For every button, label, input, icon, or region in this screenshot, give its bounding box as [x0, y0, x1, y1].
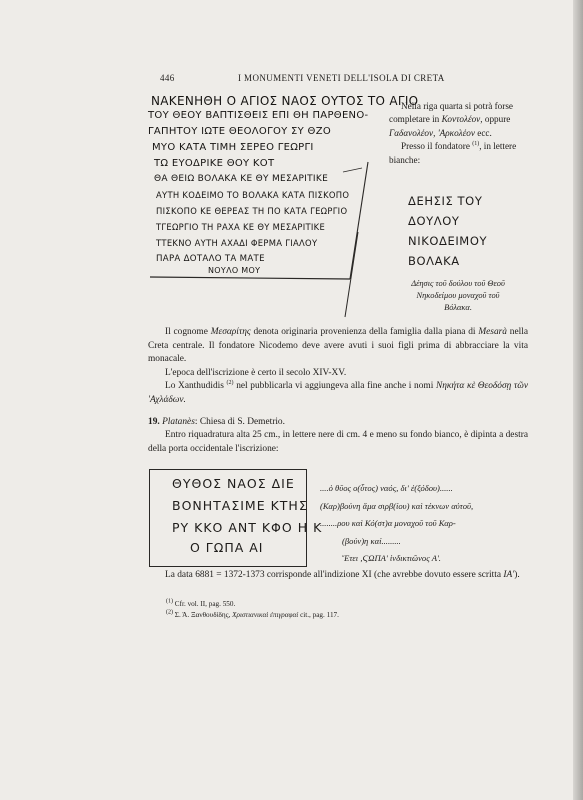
inscription-1-line: ΤΓΕΩΡΓΙΟ ΤΗ ΡΑΧΑ ΚΕ ΘΥ ΜΕΣΑΡΙΤΙΚΕ	[156, 222, 326, 232]
body-paragraph: L'epoca dell'iscrizione è certo il secolo XIV-XV.	[165, 367, 347, 378]
inscription-2-line: ΔΕΗΣΙΣ ΤΟΥ	[408, 194, 483, 208]
inscription-2-line: ΝΙΚΟΔΕΙΜΟΥ	[408, 234, 488, 248]
section-heading: 19. Platanès: Chiesa di S. Demetrio.	[148, 416, 285, 427]
running-title: I MONUMENTI VENETI DELL'ISOLA DI CRETA	[238, 73, 445, 83]
inscription-1-line: ΝΑΚΕΝΗΘΗ Ο ΑΓΙΟΣ ΝΑΟΣ ΟΥΤΟΣ ΤΟ ΑΓΙΟ	[151, 94, 419, 108]
inscription-1-line: ΤΤΕΚΝΟ ΑΥΤΗ ΑΧΑΔΙ ΦΕΡΜΑ ΓΙΑΛΟΥ	[156, 238, 318, 248]
greek-name-2: Γαδανολέον,	[389, 127, 436, 138]
footnote-ref-1: (1)	[472, 141, 480, 148]
side-paragraph-2: Presso il fondatore $^{(1)}$, in lettere bianche:	[389, 141, 517, 165]
footnote-2: $^{(2)}$ Σ. Ά. Ξανθουδίδης, Χριστιανικαὶ ἐπιγραφαί cit., pag. 117.	[166, 609, 339, 619]
inscription-1-line: ΘΑ ΘΕΙΩ ΒΟΛΑΚΑ ΚΕ ΘΥ ΜΕΣΑΡΙΤΙΚΕ	[154, 174, 329, 184]
inscription-1-line: ΜΥΟ ΚΑΤΑ ΤΙΜΗ ΣΕΡΕΟ ΓΕΩΡΓΙ	[152, 142, 314, 153]
inscription-1-line: ΠΑΡΑ ΔΟΤΑΛΟ ΤΑ ΜΑΤΕ	[156, 254, 265, 264]
section-number: 19.	[148, 416, 160, 427]
side-paragraph-1: Nella riga quarta si potrà forse completare in Κοντολέον, oppure Γαδανολέον, 'Αρκολέον ecc.	[389, 101, 513, 138]
footnote-ref-2: (2)	[226, 380, 234, 387]
inscription-1-line: ΝΟΥΛΟ ΜΟΥ	[208, 266, 261, 275]
scan-edge-shadow	[573, 0, 583, 800]
inscription-1-line: ΑΥΤΗ ΚΟΔΕΙΜΟ ΤΟ ΒΟΛΑΚΑ ΚΑΤΑ ΠΙΣΚΟΠΟ	[156, 190, 350, 200]
inscription-1-line: ΠΙΣΚΟΠΟ ΚΕ ΘΕΡΕΑΣ ΤΗ ΠΟ ΚΑΤΑ ΓΕΩΡΓΙΟ	[156, 206, 348, 216]
inscription-3-transcription: ....ὁ θῦος ο(ὗτος) ναός, δι' ἐ(ξόδου)...... (Καρ)βούνη ἅμα σιρβ(ίου) καὶ τέκνων αὐτοῦ, ........ρου καὶ Κό(στ)α μοναχοῦ τοῦ Καρ- (βούν)η καί......... Ἔτει ,ϚΩΠΑ' ἰνδικτιῶνος Α'.	[320, 483, 474, 564]
body-paragraph: Il cognome Μεσαρίτης denota originaria provenienza della famiglia dalla piana di Mesarà nella Creta centrale. Il fondatore Nicodemo deve avere avuti i suoi figli prima di abbracciare la vita monacale.	[148, 327, 529, 365]
inscription-1-line: ΤΟΥ ΘΕΟΥ ΒΑΠΤΙΣΘΕΙΣ ΕΠΙ ΘΗ ΠΑΡΘΕΝΟ-	[148, 110, 369, 121]
body-paragraph: Lo Xanthudidis $^{(2)}$ nel pubblicarla vi aggiungeva alla fine anche i nomi Νηκήτα κὲ Θεοδόσῃ τῶν 'Αχλάδων.	[148, 380, 529, 405]
inscription-3-line: ΘΥΘΟΣ ΝΑΟΣ ΔΙΕ	[172, 476, 295, 491]
inscription-2-line: ΔΟΥΛΟΥ	[408, 214, 460, 228]
page-number: 446	[160, 73, 175, 83]
body-text-2	[148, 569, 528, 583]
inscription-3-line: ΡΥ ΚΚΟ ΑΝΤ ΚΦΟ Η Κ	[172, 520, 323, 535]
greek-name-1: Κοντολέον,	[441, 114, 483, 125]
section-title: Platanès	[162, 416, 195, 427]
footnote-1: $^{(1)}$ Cfr. vol. II, pag. 550.	[166, 598, 236, 608]
greek-name-3: 'Αρκολέον	[437, 127, 475, 138]
inscription-2-caption: Δέησις τοῦ δούλου τοῦ Θεοῦ Νηκοδείμου μοναχοῦ τοῦ Βόλακα.	[411, 279, 505, 312]
side-commentary	[389, 100, 519, 167]
inscription-1-line: ΓΑΠΗΤΟΥ ΙΩΤΕ ΘΕΟΛΟΓΟΥ ΣΥ ΘΖΟ	[148, 126, 332, 137]
inscription-drawing-2	[408, 188, 508, 278]
body-text-1	[148, 326, 528, 456]
footnotes	[166, 599, 526, 621]
inscription-2-line: ΒΟΛΑΚΑ	[408, 254, 460, 268]
body-paragraph: La data 6881 = 1372-1373 corrisponde all'indizione XI (che avrebbe dovuto essere scritta ΙΑ').	[165, 570, 520, 580]
inscription-drawing-3	[149, 469, 323, 567]
inscription-3-line: Ο ΓΩΠΑ ΑΙ	[190, 540, 264, 555]
inscription-1-line: ΤΩ ΕΥΟΔΡΙΚΕ ΘΟΥ ΚΟΤ	[154, 158, 275, 169]
inscription-3-line: ΒΟΝΗΤΑΣΙΜΕ ΚΤΗΣ	[172, 498, 308, 513]
body-paragraph: Entro riquadratura alta 25 cm., in lettere nere di cm. 4 e meno su fondo bianco, è dipinta a destra della porta occidentale l'iscrizione:	[148, 430, 528, 454]
